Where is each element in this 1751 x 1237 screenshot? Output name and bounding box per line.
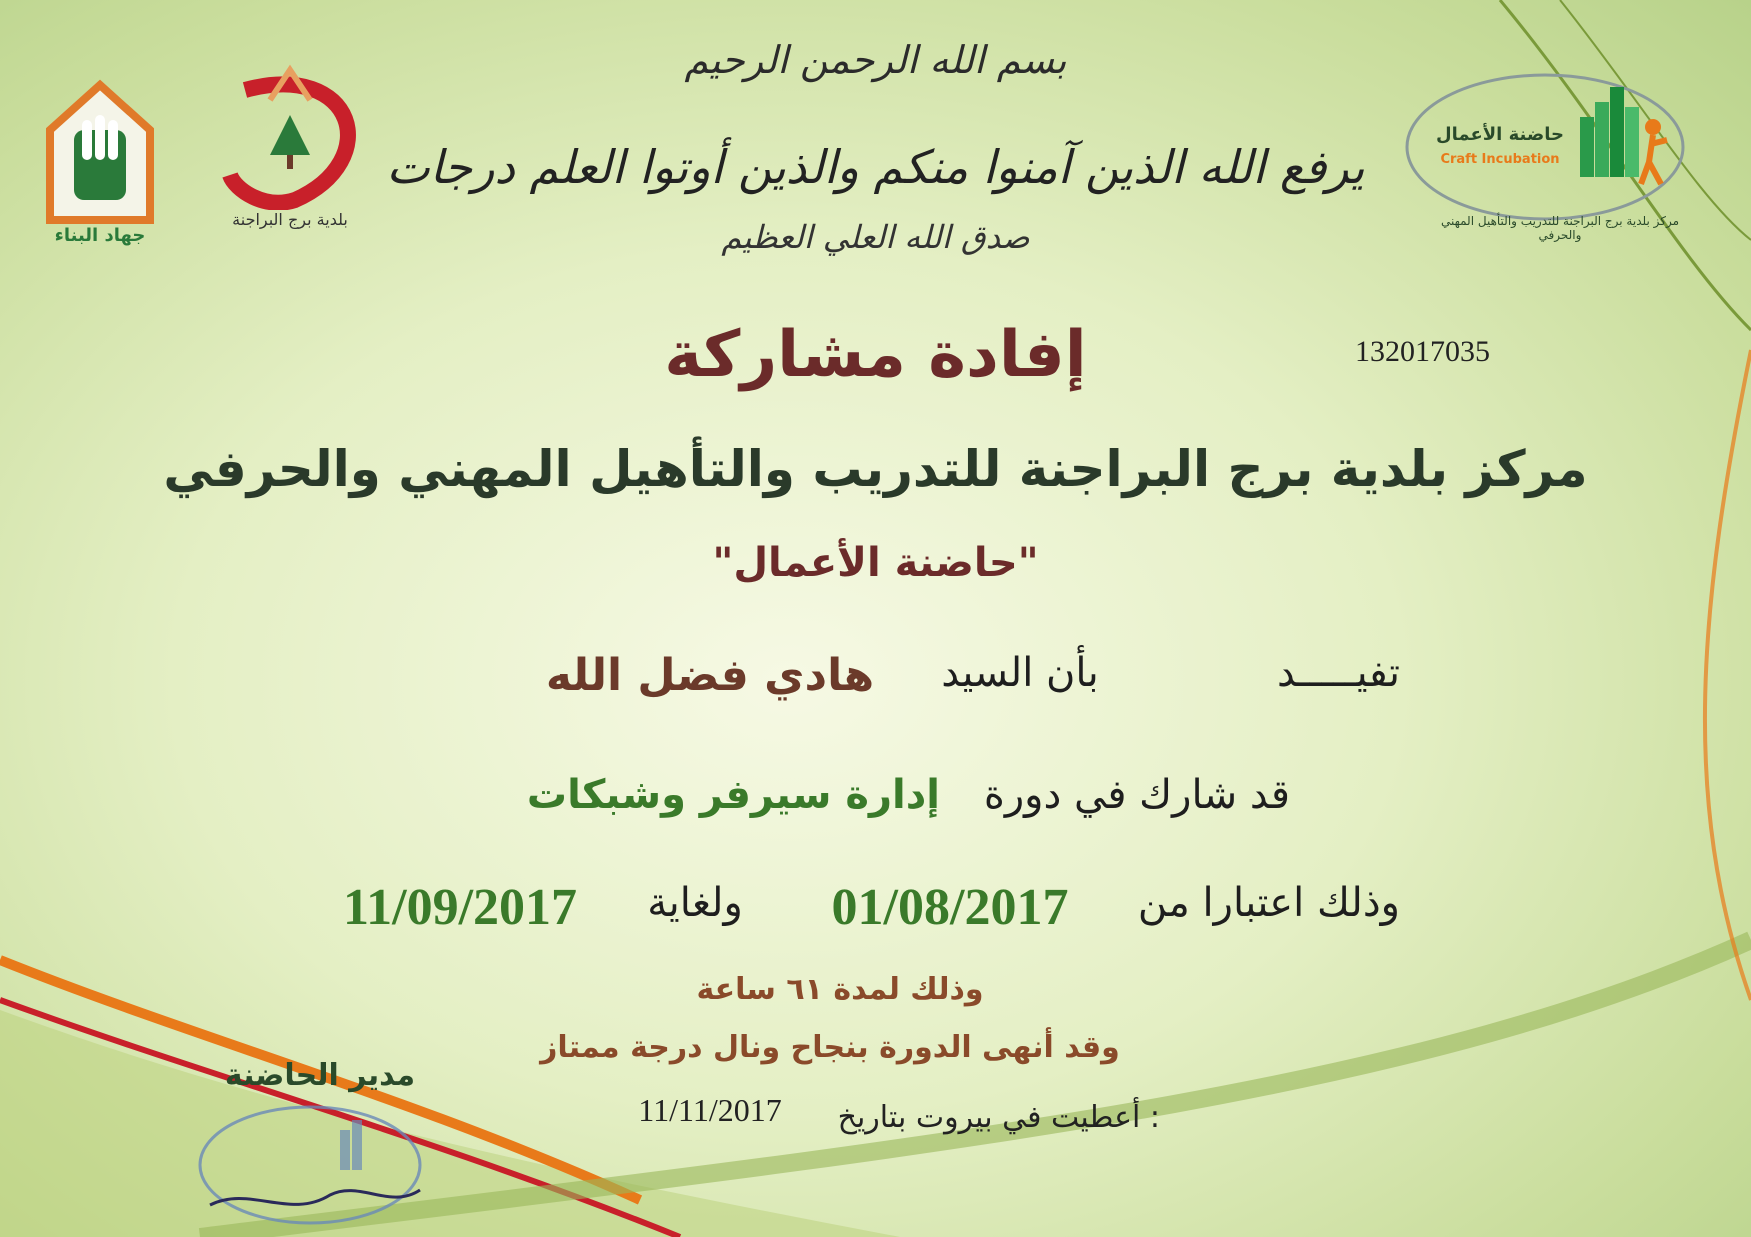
craft-incubation-caption: مركز بلدية برج البراجنة للتدريب والتأهيل المهني والحرفي (1440, 214, 1680, 242)
certificate-title: إفادة مشاركة (664, 318, 1087, 392)
incubator-name: "حاضنة الأعمال" (712, 540, 1039, 586)
manager-label: مدير الحاضنة (224, 1058, 416, 1093)
from-label: وذلك اعتبارا من (1137, 880, 1400, 926)
serial-number: 132017035 (1355, 335, 1490, 368)
certifies-label: تفيـــــد (1276, 650, 1400, 696)
jihad-al-binaa-text: جهاد البناء (54, 225, 146, 246)
center-name: مركز بلدية برج البراجنة للتدريب والتأهيل المهني والحرفي (163, 440, 1588, 498)
participant-name: هادي فضل الله (545, 650, 875, 701)
duration-text: وذلك لمدة ٦١ ساعة (696, 972, 984, 1007)
mr-label: بأن السيد (941, 650, 1099, 696)
basmala: بسم الله الرحمن الرحيم (684, 38, 1067, 82)
municipality-caption: بلدية برج البراجنة (232, 210, 348, 229)
issued-label: أعطيت في بيروت بتاريخ : (837, 1100, 1160, 1135)
from-date: 01/08/2017 (831, 879, 1069, 936)
sadaq-allah: صدق الله العلي العظيم (721, 218, 1030, 256)
incubation-stamp (190, 1100, 430, 1230)
to-label: ولغاية (647, 880, 743, 926)
craft-incubation-ar: حاضنة الأعمال (1436, 124, 1564, 145)
manager-signature (210, 1190, 420, 1205)
course-name: إدارة سيرفر وشبكات (526, 772, 940, 818)
craft-incubation-en: Craft Incubation (1440, 152, 1560, 167)
to-date: 11/09/2017 (342, 879, 578, 936)
quran-verse: يرفع الله الذين آمنوا منكم والذين أوتوا العلم درجات (386, 140, 1365, 194)
result-text: وقد أنهى الدورة بنجاح ونال درجة ممتاز (540, 1030, 1120, 1065)
issued-date: 11/11/2017 (638, 1092, 782, 1128)
participated-label: قد شارك في دورة (983, 772, 1290, 818)
